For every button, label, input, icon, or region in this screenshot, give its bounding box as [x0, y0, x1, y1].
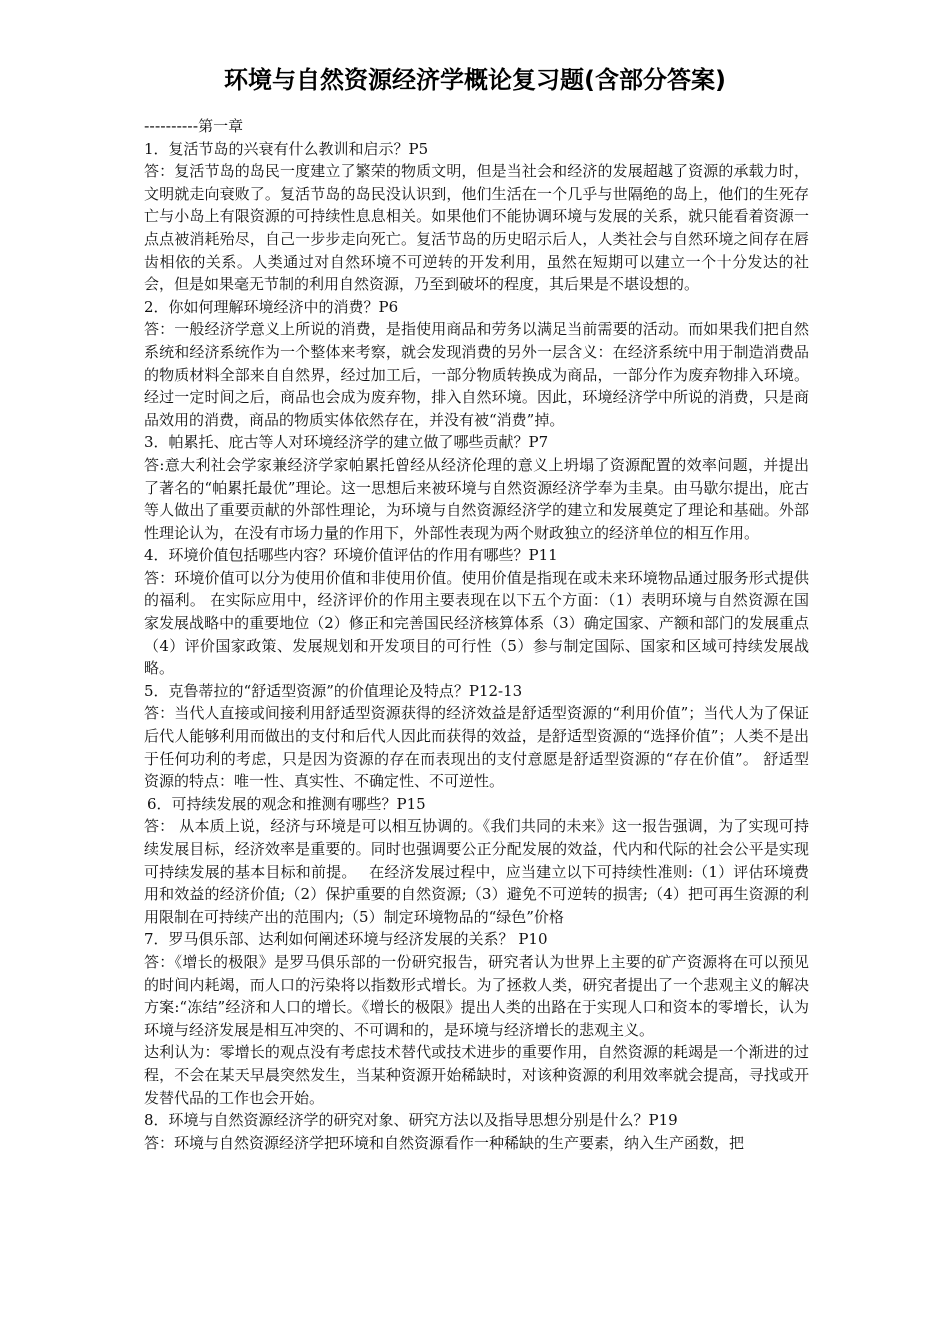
question-7: 7．罗马俱乐部、达利如何阐述环境与经济发展的关系？ P10	[144, 930, 548, 949]
question-4: 4．环境价值包括哪些内容？环境价值评估的作用有哪些？P11	[144, 546, 558, 565]
question-1: 1．复活节岛的兴衰有什么教训和启示？P5	[144, 139, 429, 158]
answer-8: 答：环境与自然资源经济学把环境和自然资源看作一种稀缺的生产要素，纳入生产函数，把	[144, 1133, 745, 1152]
answer-2: 答：一般经济学意义上所说的消费，是指使用商品和劳务以满足当前需要的活动。而如果我们把自然系统和经济系统作为一个整体来考察，就会发现消费的另外一层含义：在经济系统中用于制造消费品的物质材料全部来自自然界，经过加工后，一部分物质转换成为商品，一部分作为废弃物排入环境。经过一定时间之后，商品也会成为废弃物，排入自然环境。因此，环境经济学中所说的消费，只是商品效用的消费，商品的物质实体依然存在，并没有被“消费”掉。	[144, 320, 809, 429]
answer-4: 答：环境价值可以分为使用价值和非使用价值。使用价值是指现在或未来环境物品通过服务形式提供的福利。 在实际应用中，经济评价的作用主要表现在以下五个方面：（1）表明环境与自然资源在国家发展战略中的重要地位（2）修正和完善国民经济核算体系（3）确定国家、产额和部门的发展重点（4）评价国家政策、发展规划和开发项目的可行性（5）参与制定国际、国家和区域可持续发展战略。	[144, 568, 809, 678]
chapter-heading: ----------第一章	[144, 117, 244, 135]
question-3: 3．帕累托、庇古等人对环境经济学的建立做了哪些贡献？P7	[144, 433, 549, 452]
question-8: 8．环境与自然资源经济学的研究对象、研究方法以及指导思想分别是什么？P19	[144, 1111, 678, 1130]
question-6: 6．可持续发展的观念和推测有哪些？P15	[147, 794, 426, 813]
document-body	[144, 115, 809, 1154]
document-title: 环境与自然资源经济学概论复习题(含部分答案)	[224, 66, 726, 94]
answer-3: 答:意大利社会学家兼经济学家帕累托曾经从经济伦理的意义上坍塌了资源配置的效率问题，并提出了著名的“帕累托最优”理论。这一思想后来被环境与自然资源经济学奉为圭臬。由马歇尔提出，庇古等人做出了重要贡献的外部性理论，为环境与自然资源经济学的建立和发展奠定了理论和基础。外部性理论认为，在没有市场力量的作用下，外部性表现为两个财政独立的经济单位的相互作用。	[144, 455, 809, 542]
answer-7: 答：《增长的极限》是罗马俱乐部的一份研究报告，研究者认为世界上主要的矿产资源将在可以预见的时间内耗竭，而人口的污染将以指数形式增长。为了拯救人类，研究者提出了一个悲观主义的解决方案:“冻结”经济和人口的增长。《增长的极限》提出人类的出路在于实现人口和资本的零增长，认为环境与经济发展是相互冲突的、不可调和的，是环境与经济增长的悲观主义。	[144, 952, 809, 1039]
answer-5: 答：当代人直接或间接利用舒适型资源获得的经济效益是舒适型资源的“利用价值”；当代人为了保证后代人能够利用而做出的支付和后代人因此而获得的效益，是舒适型资源的“选择价值”；人类不是出于任何功利的考虑，只是因为资源的存在而表现出的支付意愿是舒适型资源的“存在价值”。 舒适型资源的特点：唯一性、真实性、不确定性、不可逆性。	[144, 704, 809, 791]
answer-1: 答：复活节岛的岛民一度建立了繁荣的物质文明，但是当社会和经济的发展超越了资源的承载力时，文明就走向衰败了。复活节岛的岛民没认识到，他们生活在一个几乎与世隔绝的岛上，他们的生死存亡与小岛上有限资源的可持续性息息相关。如果他们不能协调环境与发展的关系，就只能看着资源一点点被消耗殆尽，自己一步步走向死亡。复活节岛的历史昭示后人，人类社会与自然环境之间存在唇齿相依的关系。人类通过对自然环境不可逆转的开发利用，虽然在短期可以建立一个十分发达的社会，但是如果毫无节制的利用自然资源，乃至到破坏的程度，其后果是不堪设想的。	[144, 162, 809, 294]
answer-6: 答： 从本质上说，经济与环境是可以相互协调的。《我们共同的未来》这一报告强调，为了实现可持续发展目标，经济效率是重要的。同时也强调要公正分配发展的效益，代内和代际的社会公平是实现可持续发展的基本目标和前提。 在经济发展过程中，应当建立以下可持续性准则:（1）评估环境费用和效益的经济价值;（2）保护重要的自然资源;（3）避免不可逆转的损害;（4）把可再生资源的利用限制在可持续产出的范围内;（5）制定环境物品的“绿色”价格	[144, 817, 809, 926]
answer-7-continued: 达利认为：零增长的观点没有考虑技术替代或技术进步的重要作用，自然资源的耗竭是一个渐进的过程，不会在某天早晨突然发生，当某种资源开始稀缺时，对该种资源的利用效率就会提高，寻找或开发替代品的工作也会开始。	[144, 1043, 809, 1107]
question-2: 2．你如何理解环境经济中的消费？P6	[144, 297, 399, 316]
question-5: 5．克鲁蒂拉的“舒适型资源”的价值理论及特点？P12-13	[144, 681, 523, 700]
